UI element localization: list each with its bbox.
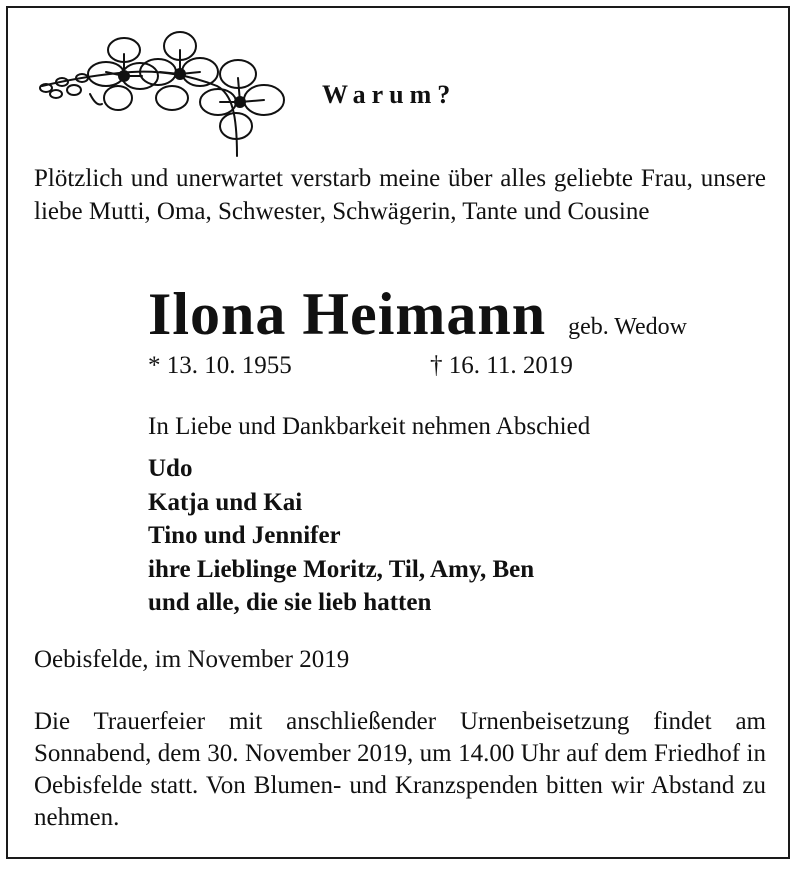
maiden-name: geb. Wedow xyxy=(568,314,688,340)
service-text: Die Trauerfeier mit anschließender Urnenbeisetzung findet am Sonnabend, dem 30. November 2019, um 14.00 Uhr auf dem Friedhof in Oebisfelde statt. Von Blumen- und Kranzspenden bitten wir Abstand zu nehmen. xyxy=(34,708,766,831)
farewell-text: In Liebe und Dankbarkeit nehmen Abschied xyxy=(148,413,591,440)
deceased-name-row xyxy=(148,280,687,349)
mourner-item: Tino und Jennifer xyxy=(148,522,341,549)
mourner-item: und alle, die sie lieb hatten xyxy=(148,589,432,616)
place-date: Oebisfelde, im November 2019 xyxy=(34,646,350,673)
intro-text: Plötzlich und unerwartet verstarb meine über alles geliebte Frau, unsere liebe Mutti, Oma, Schwester, Schwägerin, Tante und Cousine xyxy=(34,165,766,225)
deceased-name: Ilona Heimann xyxy=(148,281,547,347)
birth-date: * 13. 10. 1955 xyxy=(148,352,292,379)
mourner-item: Udo xyxy=(148,455,193,482)
death-date: † 16. 11. 2019 xyxy=(430,352,573,379)
heading: Warum? xyxy=(322,80,457,109)
mourner-list xyxy=(148,452,534,620)
mourner-item: ihre Lieblinge Moritz, Til, Amy, Ben xyxy=(148,555,535,583)
mourner-item: Katja und Kai xyxy=(148,488,303,516)
orchid-icon xyxy=(32,24,292,160)
